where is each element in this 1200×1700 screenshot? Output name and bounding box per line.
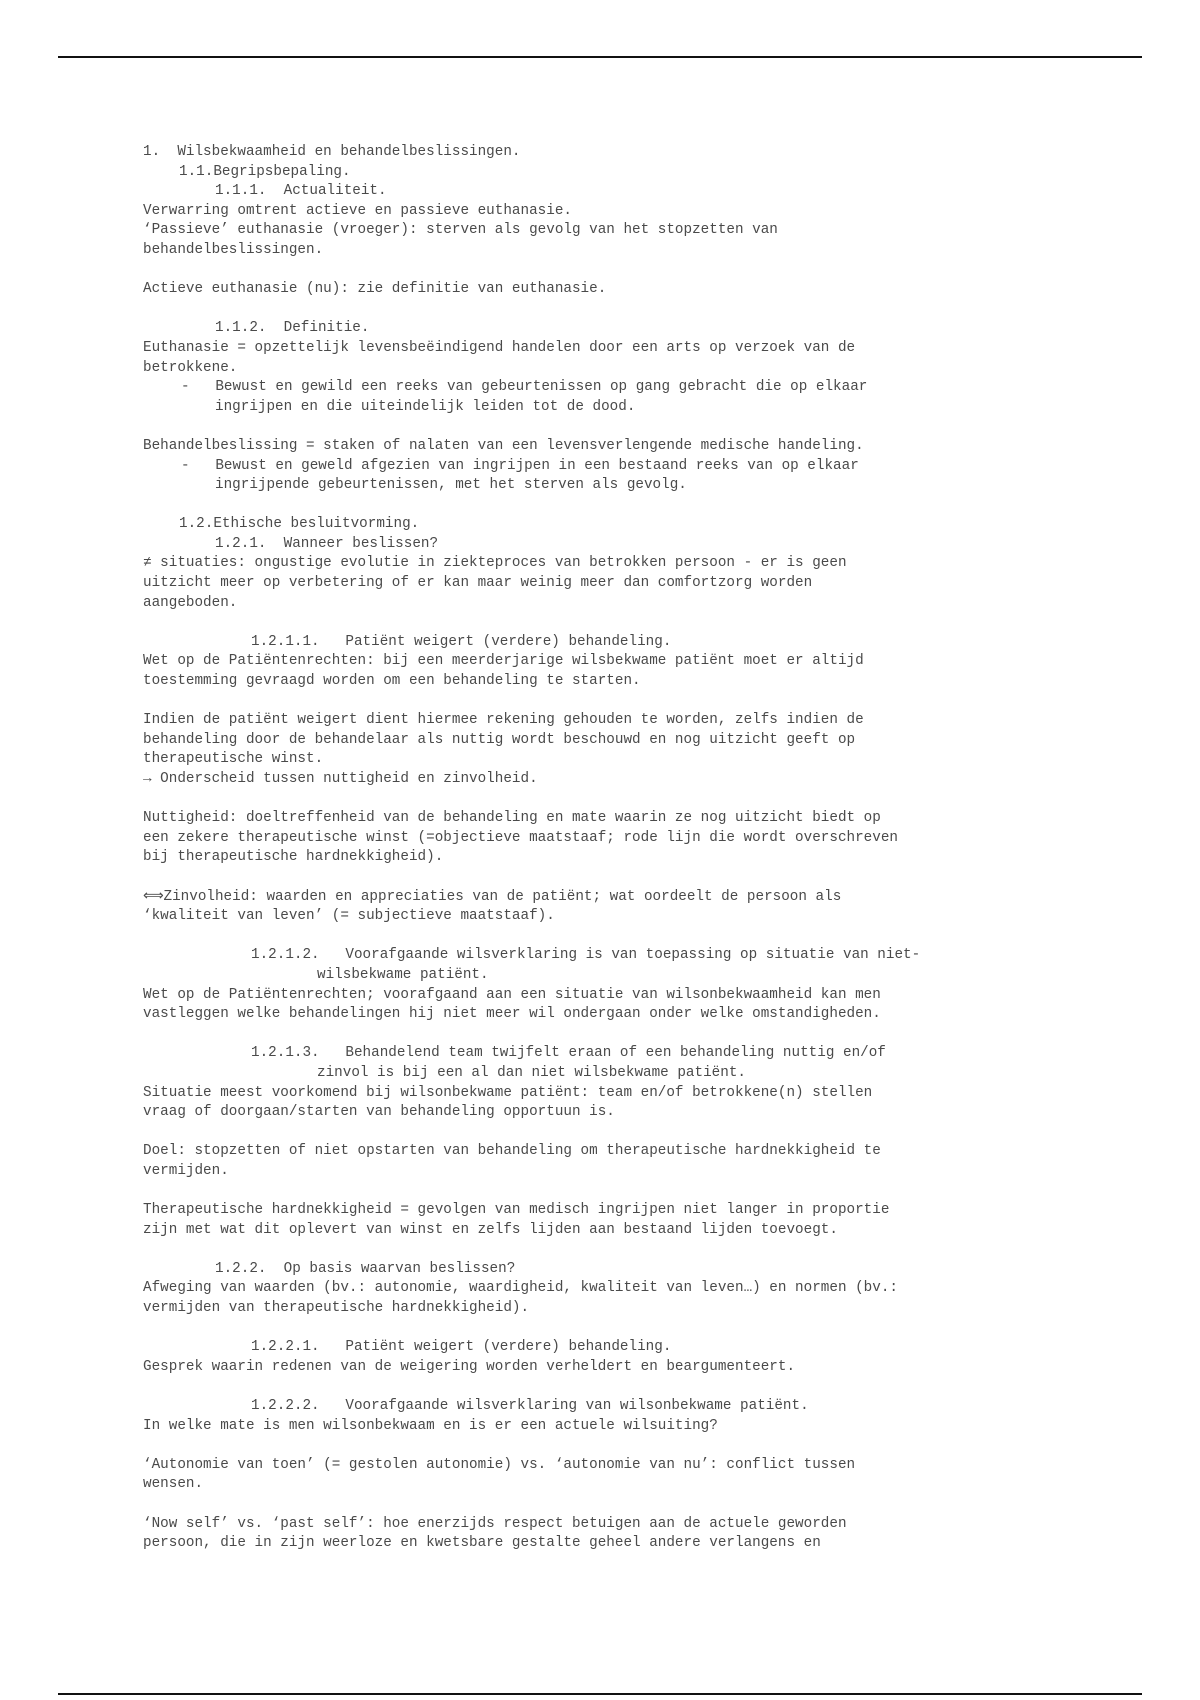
section-heading: 1.2.2.2. Voorafgaande wilsverklaring van wilsonbekwame patiënt. [251,1398,809,1414]
text-line: Actieve euthanasie (nu): zie definitie van euthanasie. [143,281,607,298]
text-line: - Bewust en gewild een reeks van gebeurtenissen op gang gebracht die op elkaar [181,379,868,396]
text-line: Gesprek waarin redenen van de weigering worden verheldert en beargumenteert. [143,1358,796,1375]
section-heading: 1. Wilsbekwaamheid en behandelbeslissingen. [143,144,521,160]
document-body [143,143,1073,1554]
text-line: wensen. [143,1476,204,1493]
paragraph-gap [143,1319,1073,1339]
paragraph-gap [143,927,1073,947]
text-line: Therapeutische hardnekkigheid = gevolgen van medisch ingrijpen niet langer in proportie [143,1202,890,1219]
section-heading: 1.2.1.2. Voorafgaande wilsverklaring is van toepassing op situatie van niet- [251,947,921,964]
text-line: ‘kwaliteit van leven’ (= subjectieve maatstaaf). [143,908,555,925]
text-line: wilsbekwame patiënt. [317,966,489,983]
text-line: vermijden. [143,1162,229,1179]
text-line: Situatie meest voorkomend bij wilsonbekwame patiënt: team en/of betrokkene(n) stellen [143,1084,873,1101]
text-line: Euthanasie = opzettelijk levensbeëindigend handelen door een arts op verzoek van de [143,339,856,356]
section-heading: 1.1.1. Actualiteit. [215,183,387,200]
text-line: ≠ situaties: ongustige evolutie in ziekteproces van betrokken persoon - er is geen [143,555,847,572]
text-line: Wet op de Patiëntenrechten; voorafgaand aan een situatie van wilsonbekwaamheid kan men [143,986,881,1003]
text-line: behandeling door de behandelaar als nuttig wordt beschouwd en nog uitzicht geeft op [143,731,856,748]
text-line: Doel: stopzetten of niet opstarten van behandeling om therapeutische hardnekkigheid te [143,1143,881,1160]
text-line: Behandelbeslissing = staken of nalaten van een levensverlengende medische handeling. [143,437,864,454]
text-line: Wet op de Patiëntenrechten: bij een meerderjarige wilsbekwame patiënt moet er altijd [143,653,864,670]
section-heading: 1.1.Begripsbepaling. [179,163,351,180]
text-line: ‘Autonomie van toen’ (= gestolen autonomie) vs. ‘autonomie van nu’: conflict tussen [143,1456,856,1473]
text-line: zinvol is bij een al dan niet wilsbekwame patiënt. [317,1064,746,1081]
text-line: Nuttigheid: doeltreffenheid van de behandeling en mate waarin ze nog uitzicht biedt op [143,810,881,827]
paragraph-gap [143,1436,1073,1456]
paragraph-gap [143,790,1073,810]
paragraph-gap [143,417,1073,437]
text-line: toestemming gevraagd worden om een behandeling te starten. [143,673,641,690]
text-line: In welke mate is men wilsonbekwaam en is er een actuele wilsuiting? [143,1417,718,1434]
text-line: betrokkene. [143,359,238,376]
paragraph-gap [143,1240,1073,1260]
section-heading: 1.2.2.1. Patiënt weigert (verdere) behandeling. [251,1339,672,1356]
section-heading: 1.2.2. Op basis waarvan beslissen? [215,1260,516,1277]
text-line: aangeboden. [143,594,238,611]
paragraph-gap [143,1123,1073,1143]
section-heading: 1.1.2. Definitie. [215,320,370,337]
section-heading: 1.2.1.1. Patiënt weigert (verdere) behandeling. [251,633,672,650]
paragraph-gap [143,300,1073,320]
text-line: - Bewust en geweld afgezien van ingrijpen in een bestaand reeks van op elkaar [181,457,859,474]
text-line: ‘Passieve’ euthanasie (vroeger): sterven als gevolg van het stopzetten van [143,222,778,239]
text-line: vraag of doorgaan/starten van behandeling opportuun is. [143,1104,615,1121]
paragraph-gap [143,496,1073,516]
text-line: vermijden van therapeutische hardnekkigheid). [143,1300,530,1317]
footer-rule [58,1693,1142,1695]
section-heading: 1.2.Ethische besluitvorming. [179,516,420,533]
text-line: → Onderscheid tussen nuttigheid en zinvolheid. [143,771,538,787]
text-line: behandelbeslissingen. [143,241,324,258]
text-line: zijn met wat dit oplevert van winst en zelfs lijden aan bestaand lijden toevoegt. [143,1221,838,1238]
text-line: ingrijpende gebeurtenissen, met het sterven als gevolg. [215,477,687,494]
text-line: bij therapeutische hardnekkigheid). [143,849,444,866]
paragraph-gap [143,261,1073,281]
paragraph-gap [143,868,1073,888]
section-heading: 1.2.1. Wanneer beslissen? [215,535,439,552]
paragraph-gap [143,613,1073,633]
text-line: uitzicht meer op verbetering of er kan maar weinig meer dan comfortzorg worden [143,575,813,592]
text-line: Verwarring omtrent actieve en passieve euthanasie. [143,202,572,219]
text-line: vastleggen welke behandelingen hij niet meer wil ondergaan onder welke omstandigheden. [143,1006,881,1023]
text-line: ⟺Zinvolheid: waarden en appreciaties van de patiënt; wat oordeelt de persoon als [143,888,842,905]
text-line: Indien de patiënt weigert dient hiermee rekening gehouden te worden, zelfs indien de [143,712,864,729]
text-line: therapeutische winst. [143,751,324,768]
paragraph-gap [143,1377,1073,1397]
text-line: een zekere therapeutische winst (=objectieve maatstaaf; rode lijn die wordt overschreven [143,829,898,846]
paragraph-gap [143,1181,1073,1201]
header-rule [58,56,1142,58]
paragraph-gap [143,692,1073,712]
text-line: Afweging van waarden (bv.: autonomie, waardigheid, kwaliteit van leven…) en normen (bv.: [143,1280,898,1297]
text-line: ingrijpen en die uiteindelijk leiden tot de dood. [215,398,636,415]
paragraph-gap [143,1025,1073,1045]
section-heading: 1.2.1.3. Behandelend team twijfelt eraan of een behandeling nuttig en/of [251,1045,886,1062]
text-line: persoon, die in zijn weerloze en kwetsbare gestalte geheel andere verlangens en [143,1535,821,1552]
paragraph-gap [143,1495,1073,1515]
text-line: ‘Now self’ vs. ‘past self’: hoe enerzijds respect betuigen aan de actuele geworden [143,1515,847,1532]
